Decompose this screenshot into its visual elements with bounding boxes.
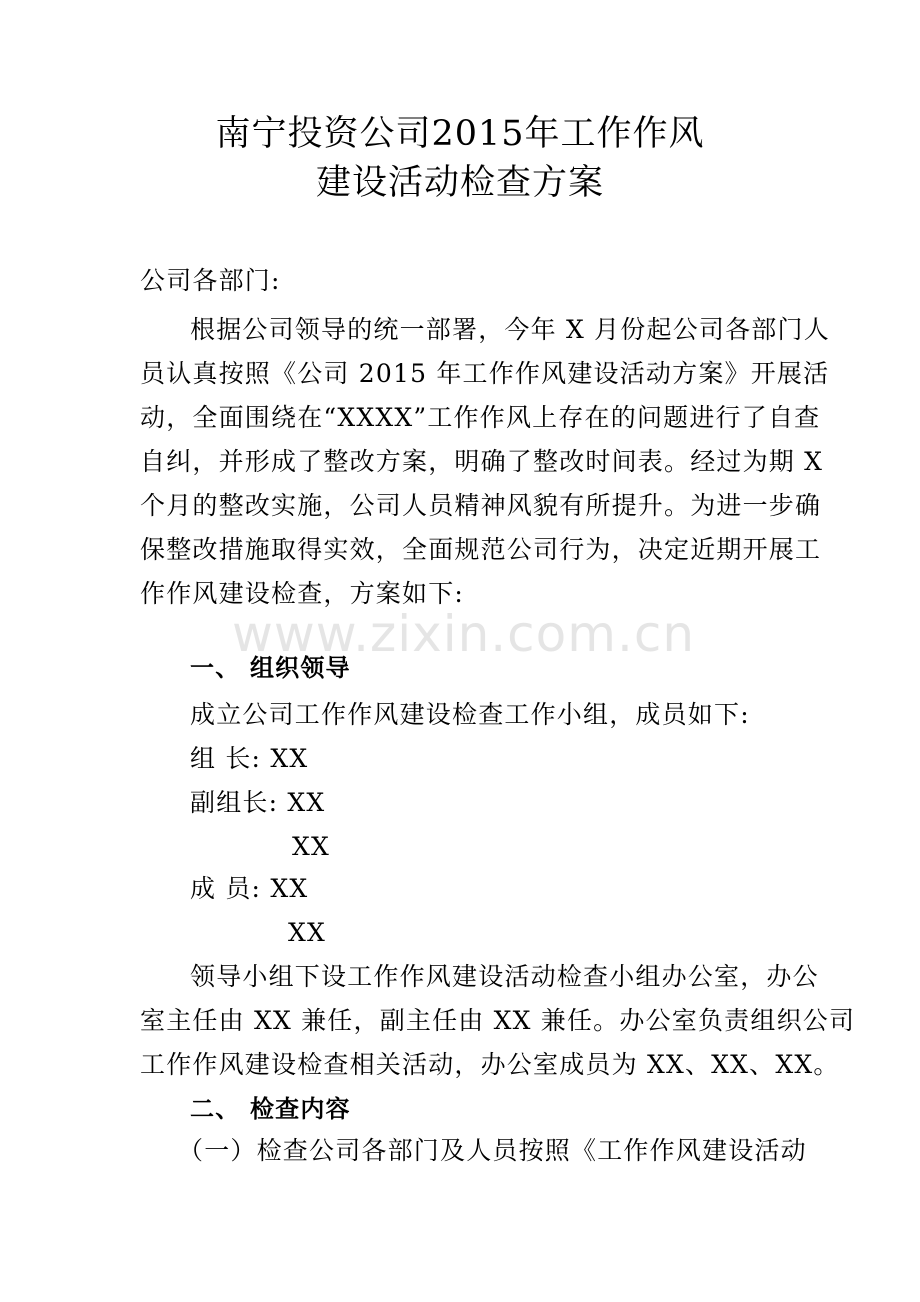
intro-line-7: 作作风建设检查，方案如下:: [140, 579, 465, 608]
intro-line-2: 员认真按照《公司 2015 年工作作风建设活动方案》开展活: [140, 359, 830, 388]
section-1-heading: 一、 组织领导: [190, 654, 351, 682]
group-leader: 组 长: XX: [190, 744, 309, 773]
section-1-intro: 成立公司工作作风建设检查工作小组，成员如下:: [190, 700, 750, 729]
office-line-2: 室主任由 XX 兼任，副主任由 XX 兼任。办公室负责组织公司: [140, 1006, 856, 1035]
section-2-heading: 二、 检查内容: [190, 1095, 351, 1123]
intro-line-4: 自纠，并形成了整改方案，明确了整改时间表。经过为期 X: [140, 447, 824, 476]
office-line-3: 工作作风建设检查相关活动，办公室成员为 XX、XX、XX。: [140, 1050, 840, 1079]
salutation: 公司各部门:: [140, 266, 281, 295]
watermark: www.zixin.com.cn: [232, 605, 696, 663]
group-members-2: XX: [288, 918, 326, 947]
intro-line-3: 动，全面围绕在“XXXX”工作作风上存在的问题进行了自查: [140, 403, 821, 432]
section-2-item-1: （一）检查公司各部门及人员按照《工作作风建设活动: [178, 1136, 807, 1165]
intro-line-1: 根据公司领导的统一部署，今年 X 月份起公司各部门人: [190, 315, 830, 344]
deputy-leader-2: XX: [292, 832, 330, 861]
document-title-line-1: 南宁投资公司2015年工作作风: [215, 114, 705, 154]
intro-line-5: 个月的整改实施，公司人员精神风貌有所提升。为进一步确: [140, 491, 822, 520]
deputy-leader: 副组长: XX: [190, 788, 326, 817]
document-title-line-2: 建设活动检查方案: [315, 163, 604, 203]
intro-line-6: 保整改措施取得实效，全面规范公司行为，决定近期开展工: [140, 535, 822, 564]
group-members: 成 员: XX: [190, 874, 309, 903]
office-line-1: 领导小组下设工作作风建设活动检查小组办公室，办公: [190, 962, 819, 991]
